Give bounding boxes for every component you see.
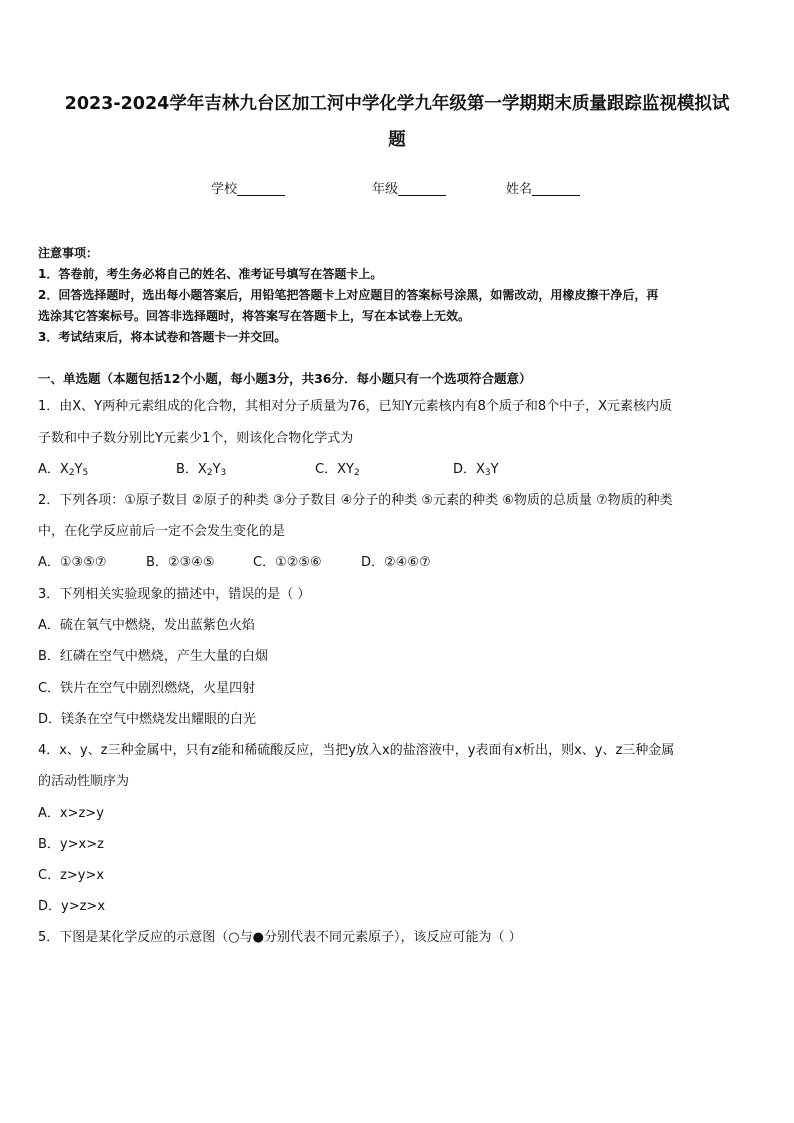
school-blank xyxy=(237,181,285,196)
grade-label: 年级 xyxy=(372,182,399,197)
notice-item-3: 3．考试结束后，将本试卷和答题卡一并交回。 xyxy=(38,330,287,344)
q4-stem-line-1: 4．x、y、z三种金属中，只有z能和稀硫酸反应，当把y放入x的盐溶液中，y表面有x析出，则x、y、z三种金属 xyxy=(38,743,675,758)
q4-option-c: C．z>y>x xyxy=(38,868,105,883)
school-field xyxy=(211,180,285,200)
notice-item-1: 1．答卷前，考生务必将自己的姓名、准考证号填写在答题卡上。 xyxy=(38,267,383,281)
name-field xyxy=(506,180,580,200)
q2-stem-line-2: 中，在化学反应前后一定不会发生变化的是 xyxy=(38,524,286,539)
q3-option-c: C．铁片在空气中剧烈燃烧，火星四射 xyxy=(38,681,256,696)
title-line-2: 题 xyxy=(388,130,406,150)
q1-option-d: D．$X_3Y$ xyxy=(453,462,499,478)
grade-field xyxy=(372,180,446,200)
q2-option-c: C．①②⑤⑥ xyxy=(253,555,322,570)
notice-heading: 注意事项： xyxy=(38,246,99,260)
q2-stem-line-1: 2．下列各项：①原子数目 ②原子的种类 ③分子数目 ④分子的种类 ⑤元素的种类 ⑥物质的总质量 ⑦物质的种类 xyxy=(38,493,673,508)
name-blank xyxy=(532,181,580,196)
q1-option-a: A．$X_2Y_5$ xyxy=(38,462,89,478)
q4-stem-line-2: 的活动性顺序为 xyxy=(38,774,130,789)
q4-option-a: A．x>z>y xyxy=(38,806,104,821)
q4-option-d: D．y>z>x xyxy=(38,899,106,914)
exam-title xyxy=(36,86,758,158)
q1-stem-line-1: 1．由X、Y两种元素组成的化合物，其相对分子质量为76，已知Y元素核内有8个质子和8个中子，X元素核内质 xyxy=(38,399,673,414)
q4-option-b: B．y>x>z xyxy=(38,837,104,852)
q1-option-c: C．$XY_2$ xyxy=(315,462,360,478)
q2-option-a: A．①③⑤⑦ xyxy=(38,555,107,570)
notice-item-2b: 选涂其它答案标号。回答非选择题时，将答案写在答题卡上，写在本试卷上无效。 xyxy=(38,309,471,323)
q3-option-a: A．硫在氧气中燃烧，发出蓝紫色火焰 xyxy=(38,618,255,633)
q3-option-d: D．镁条在空气中燃烧发出耀眼的白光 xyxy=(38,712,257,727)
q2-option-d: D．②④⑥⑦ xyxy=(361,555,431,570)
notice-item-2: 2．回答选择题时，选出每小题答案后，用铅笔把答题卡上对应题目的答案标号涂黑，如需改动，用橡皮擦干净后，再 xyxy=(38,288,659,302)
q1-option-b: B．$X_2Y_3$ xyxy=(176,462,227,478)
q2-option-b: B．②③④⑤ xyxy=(146,555,215,570)
section-heading: 一、单选题（本题包括12个小题，每小题3分，共36分．每小题只有一个选项符合题意） xyxy=(38,371,532,386)
q3-stem: 3．下列相关实验现象的描述中，错误的是（ ） xyxy=(38,587,311,602)
name-label: 姓名 xyxy=(506,182,533,197)
grade-blank xyxy=(398,181,446,196)
school-label: 学校 xyxy=(211,182,238,197)
q5-stem: 5．下图是某化学反应的示意图（○与●分别代表不同元素原子），该反应可能为（ ） xyxy=(38,930,522,945)
q3-option-b: B．红磷在空气中燃烧，产生大量的白烟 xyxy=(38,649,268,664)
title-line-1: 2023-2024学年吉林九台区加工河中学化学九年级第一学期期末质量跟踪监视模拟试 xyxy=(64,94,730,114)
q1-stem-line-2: 子数和中子数分别比Y元素少1个，则该化合物化学式为 xyxy=(38,431,354,446)
